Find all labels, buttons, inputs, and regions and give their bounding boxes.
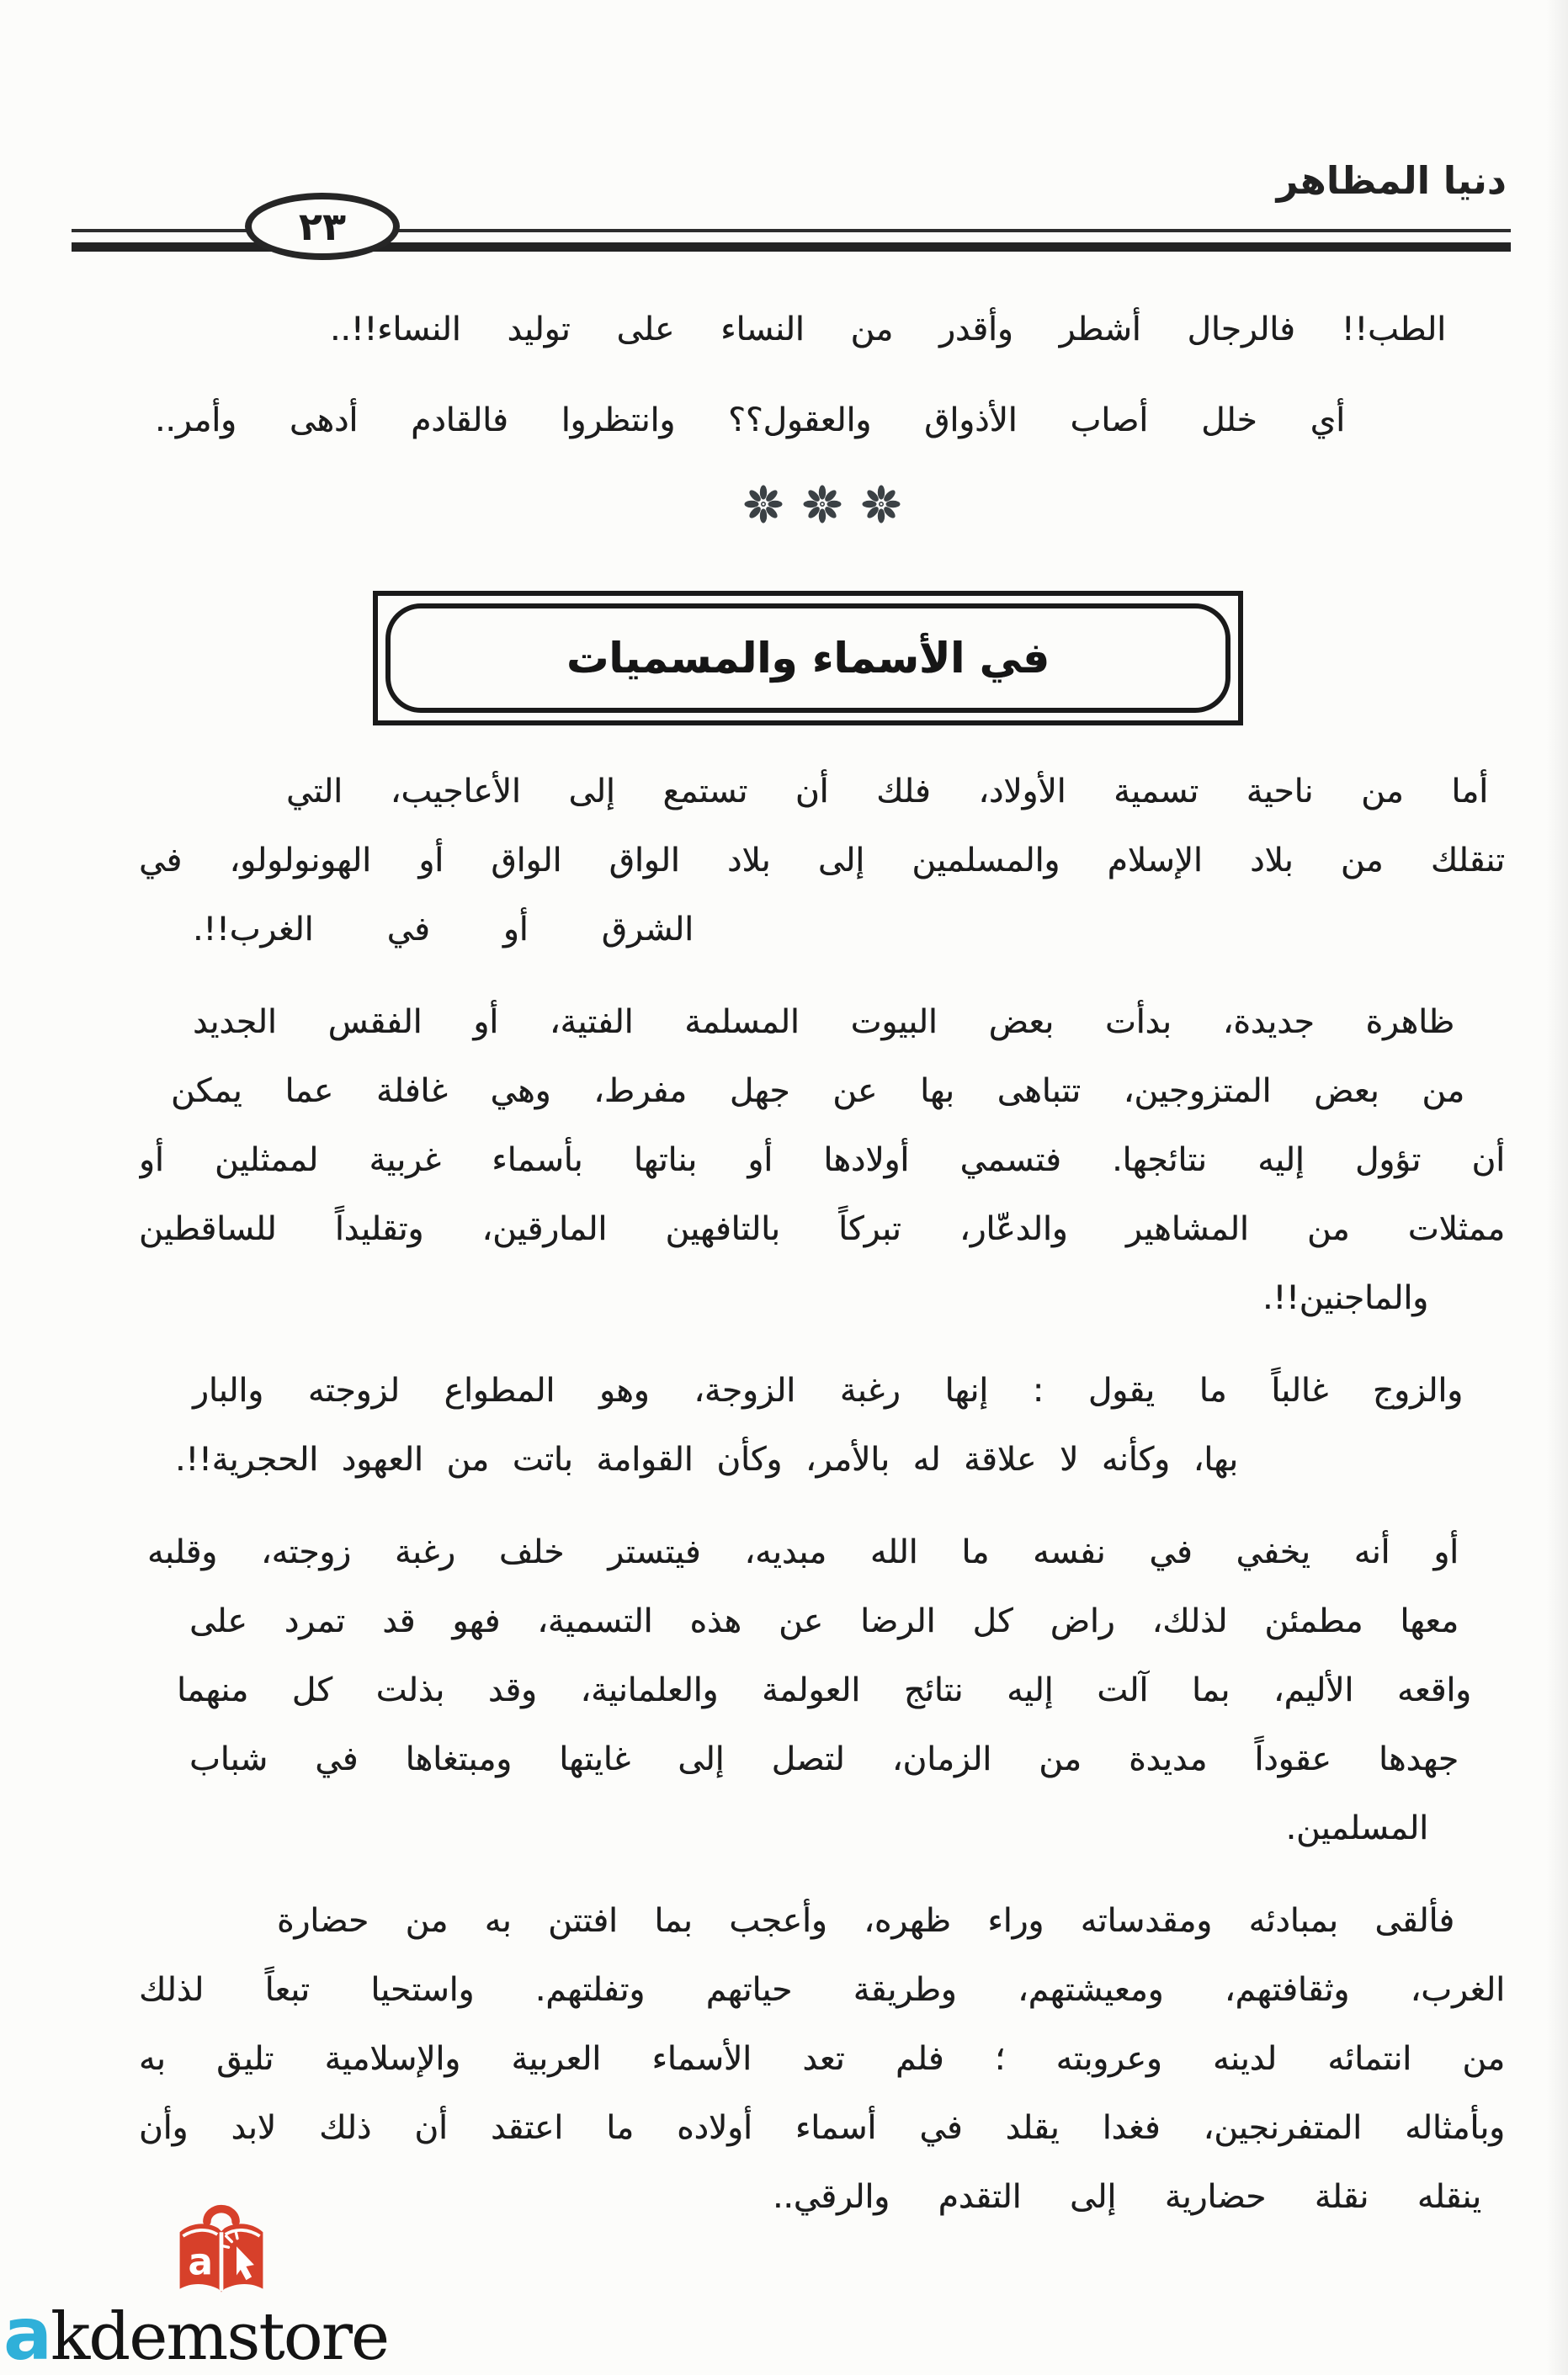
flower-dingbat-icon xyxy=(744,485,783,523)
body-line: الغرب، وثقافتهم، ومعيشتهم، وطريقة حياتهم وتفلتهم. واستحيا تبعاً لذلك xyxy=(139,1971,1505,2009)
paragraph xyxy=(139,988,1505,1333)
paragraph xyxy=(139,757,1505,964)
paragraph xyxy=(139,1357,1505,1495)
flower-dingbat-icon xyxy=(803,485,842,523)
body-line: ممثلات من المشاهير والدعّار، تبركاً بالتافهين المارقين، وتقليداً للساقطين xyxy=(139,1210,1505,1248)
section-divider xyxy=(139,485,1505,523)
continuation-text-block xyxy=(139,284,1505,466)
body-line: واقعه الأليم، بما آلت إليه نتائج العولمة والعلمانية، وقد بذلت كل منهما xyxy=(177,1671,1471,1709)
page-edge-shadow xyxy=(1546,0,1568,2375)
body-line: المسلمين. xyxy=(1285,1809,1428,1847)
body-line: الشرق أو في الغرب!!. xyxy=(193,911,694,948)
body-line: ظاهرة جديدة، بدأت بعض البيوت المسلمة الفتية، أو الفقس الجديد xyxy=(193,1003,1454,1041)
page-number: ٢٣ xyxy=(298,204,347,249)
body-line: أما من ناحية تسمية الأولاد، فلك أن تستمع إلى الأعاجيب، التي xyxy=(286,773,1488,810)
body-line: بها، وكأنه لا علاقة له بالأمر، وكأن القوامة باتت من العهود الحجرية!!. xyxy=(175,1441,1238,1479)
wordmark-first-letter: a xyxy=(3,2293,51,2375)
akdemstore-logo-icon xyxy=(173,2197,269,2306)
section-heading-inner-frame xyxy=(385,603,1230,713)
body-line: والماجنين!!. xyxy=(1262,1279,1428,1317)
body-line: أو أنه يخفي في نفسه ما الله مبديه، فيتستر خلف رغبة زوجته، وقلبه xyxy=(147,1533,1459,1571)
body-line: وبأمثاله المتفرنجين، فغدا يقلد في أسماء أولاده ما اعتقد أن ذلك لابد وأن xyxy=(139,2109,1505,2147)
paragraph xyxy=(139,1887,1505,2232)
body-line: الطب!! فالرجال أشطر وأقدر من النساء على توليد النساء!!.. xyxy=(330,311,1446,348)
body-line: معها مطمئن لذلك، راض كل الرضا عن هذه التسمية، فهو قد تمرد على xyxy=(189,1602,1459,1640)
wordmark-rest: kdemstore xyxy=(50,2299,389,2375)
body-line: من بعض المتزوجين، تتباهى بها عن جهل مفرط، وهي غافلة عما يمكن xyxy=(171,1072,1464,1110)
body-line: أي خلل أصاب الأذواق والعقول؟؟ وانتظروا فالقادم أدهى وأمر.. xyxy=(155,401,1345,439)
body-text-block xyxy=(139,757,1505,2255)
body-line: أن تؤول إليه نتائجها. فتسمي أولادها أو بناتها بأسماء غربية لممثلين أو xyxy=(139,1141,1505,1179)
page-number-badge xyxy=(245,193,400,260)
body-line: من انتمائه لدينه وعروبته ؛ فلم تعد الأسماء العربية والإسلامية تليق به xyxy=(139,2040,1505,2078)
body-line: ينقله نقلة حضارية إلى التقدم والرقي.. xyxy=(773,2178,1481,2216)
section-heading-box xyxy=(373,591,1243,725)
logo-letter: a xyxy=(188,2240,214,2284)
body-line: والزوج غالباً ما يقول : إنها رغبة الزوجة، وهو المطواع لزوجته والبار xyxy=(193,1372,1463,1410)
section-heading: في الأسماء والمسميات xyxy=(566,634,1050,683)
body-line: جهدها عقوداً مديدة من الزمان، لتصل إلى غايتها ومبتغاها في شباب xyxy=(189,1740,1459,1778)
flower-dingbat-icon xyxy=(862,485,901,523)
body-line: فألقى بمبادئه ومقدساته وراء ظهره، وأعجب بما افتتن به من حضارة xyxy=(277,1902,1454,1940)
akdemstore-wordmark xyxy=(3,2294,388,2375)
paragraph xyxy=(139,1518,1505,1863)
book-title: دنيا المظاهر xyxy=(1276,158,1507,203)
body-line: تنقلك من بلاد الإسلام والمسلمين إلى بلاد الواق الواق أو الهونولولو، في xyxy=(139,842,1505,879)
